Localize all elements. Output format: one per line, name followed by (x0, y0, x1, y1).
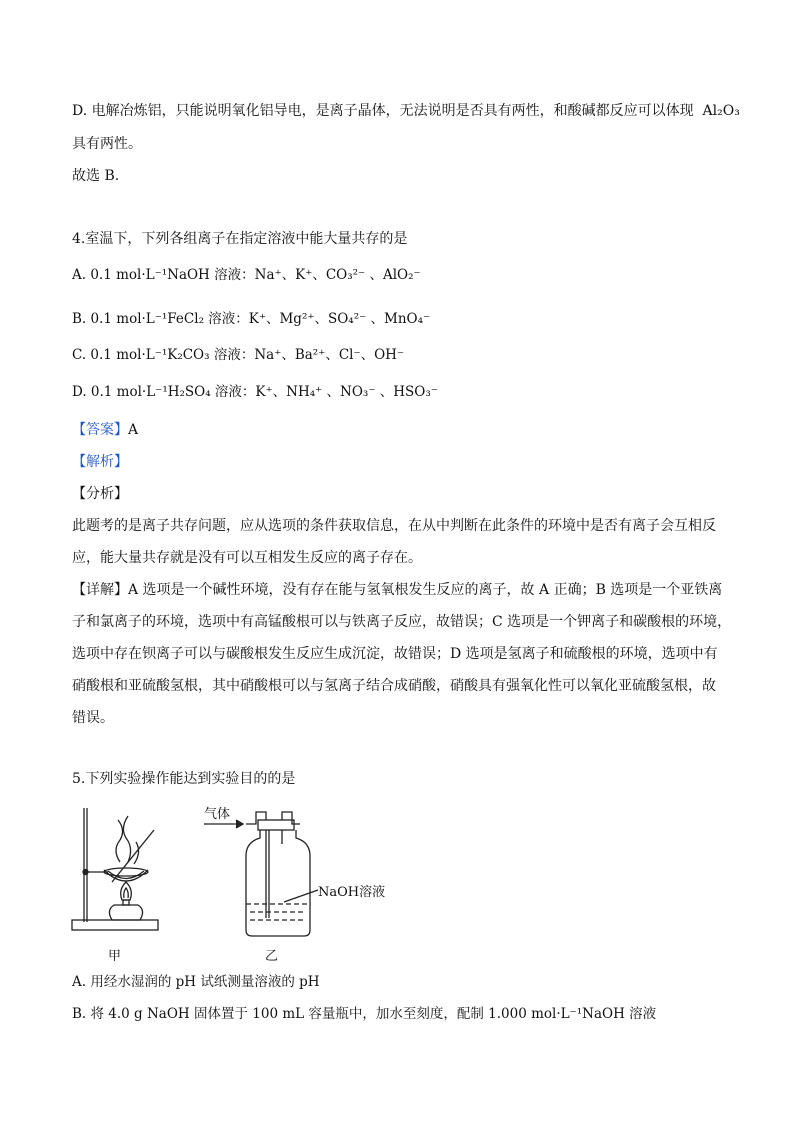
fenxi-line1: 此题考的是离子共存问题，应从选项的条件获取信息，在从中判断在此条件的环境中是否有离子会互相反 (72, 518, 716, 534)
detail-line4: 硝酸根和亚硫酸氢根，其中硝酸根可以与氢离子结合成硝酸，硝酸具有强氧化性可以氧化亚硫酸氢根，故 (72, 678, 716, 694)
fenxi-tag: 【分析】 (72, 486, 128, 502)
q4-option-c: C. 0.1 mol·L⁻¹K₂CO₃ 溶液：Na⁺、Ba²⁺、Cl⁻、OH⁻ (72, 347, 405, 363)
evaporation-apparatus-figure (68, 800, 168, 938)
gas-label: 气体 (204, 807, 231, 822)
al2o3-formula: Al₂O₃ (702, 103, 740, 119)
question-5-title: 5.下列实验操作能达到实验目的的是 (72, 771, 296, 787)
q5-option-b: B. 将 4.0 g NaOH 固体置于 100 mL 容量瓶中，加水至刻度，配制 1.000 mol·L⁻¹NaOH 溶液 (72, 1006, 657, 1022)
detail-line3: 选项中存在钡离子可以与碳酸根发生反应生成沉淀，故错误；D 选项是氢离子和硫酸根的环境，选项中有 (72, 646, 718, 662)
choose-b-line: 故选 B. (72, 168, 120, 184)
answer-line (72, 421, 138, 439)
detail-line5: 错误。 (72, 710, 114, 726)
detail-line1 (72, 581, 722, 599)
fenxi-line2: 应，能大量共存就是没有可以互相发生反应的离子存在。 (72, 550, 422, 566)
option-d-explanation-line1 (72, 102, 740, 120)
answer-tag: 【答案】 (72, 422, 128, 438)
analysis-tag: 【解析】 (72, 454, 128, 470)
answer-value: A (128, 422, 139, 438)
detail-tag: 【详解】 (72, 582, 128, 598)
q4-option-d: D. 0.1 mol·L⁻¹H₂SO₄ 溶液：K⁺、NH₄⁺ 、NO₃⁻ 、HSO₃⁻ (72, 384, 438, 400)
detail-text-1: A 选项是一个碱性环境，没有存在能与氢氧根发生反应的离子，故 A 正确；B 选项是一个亚铁离 (128, 582, 723, 598)
option-d-explanation-line2: 具有两性。 (72, 136, 142, 152)
q4-option-b: B. 0.1 mol·L⁻¹FeCl₂ 溶液：K⁺、Mg²⁺、SO₄²⁻ 、MnO₄⁻ (72, 311, 431, 327)
q5-option-a: A. 用经水湿润的 pH 试纸测量溶液的 pH (72, 974, 320, 990)
question-4-title: 4.室温下，下列各组离子在指定溶液中能大量共存的是 (72, 231, 408, 247)
naoh-solution-label: NaOH溶液 (318, 885, 386, 900)
detail-line2: 子和氯离子的环境，选项中有高锰酸根可以与铁离子反应，故错误；C 选项是一个钾离子和碳酸根的环境， (72, 614, 732, 630)
option-d-text: D. 电解冶炼铝，只能说明氧化铝导电，是离子晶体，无法说明是否具有两性，和酸碱都反应可以体现 (72, 103, 694, 119)
figure-right-caption: 乙 (265, 949, 279, 964)
q4-option-a: A. 0.1 mol·L⁻¹NaOH 溶液：Na⁺、K⁺、CO₃²⁻ 、AlO₂⁻ (72, 267, 421, 283)
figure-left-caption: 甲 (108, 949, 122, 964)
